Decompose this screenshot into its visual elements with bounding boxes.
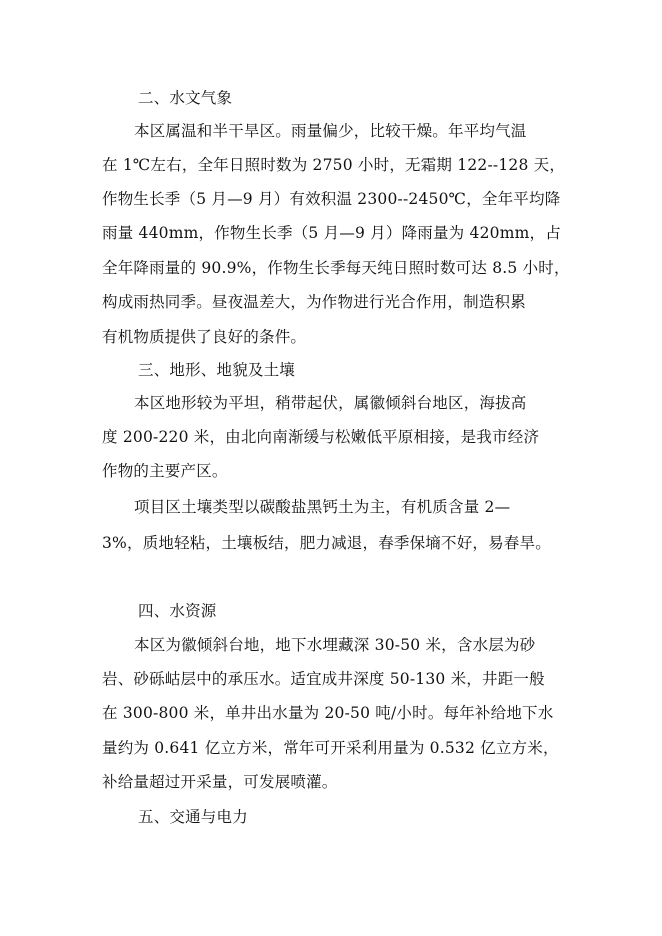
paragraph-line: 岩、砂砾岵层中的承压水。适宜成井深度 50-130 米，井距一般: [102, 670, 545, 688]
paragraph-line: 有机物质提供了良好的条件。: [102, 328, 307, 346]
section-heading-transport-power: 五、交通与电力: [138, 808, 248, 826]
paragraph-line: 项目区土壤类型以碳酸盐黑钙土为主，有机质含量 2—: [134, 498, 511, 516]
paragraph-line: 在 300-800 米，单井出水量为 20-50 吨/小时。每年补给地下水: [102, 704, 554, 722]
paragraph-line: 度 200-220 米，由北向南渐缓与松嫩低平原相接，是我市经济: [102, 428, 540, 446]
section-heading-terrain-soil: 三、地形、地貌及土壤: [138, 361, 296, 379]
paragraph-line: 补给量超过开采量，可发展喷灌。: [102, 773, 338, 791]
paragraph-line: 本区地形较为平坦，稍带起伏，属徽倾斜台地区，海拔高: [134, 394, 527, 412]
paragraph-line: 构成雨热同季。昼夜温差大，为作物进行光合作用，制造积累: [102, 293, 526, 311]
section-heading-water-resources: 四、水资源: [138, 602, 217, 620]
paragraph-line: 3%，质地轻粘，土壤板结，肥力减退，春季保墒不好，易春旱。: [102, 534, 551, 552]
paragraph-line: 作物生长季（5 月—9 月）有效积温 2300--2450℃，全年平均降: [102, 190, 561, 208]
section-heading-hydrology-climate: 二、水文气象: [138, 89, 233, 107]
paragraph-line: 本区属温和半干旱区。雨量偏少，比较干燥。年平均气温: [134, 122, 527, 140]
paragraph-line: 全年降雨量的 90.9%，作物生长季每天纯日照时数可达 8.5 小时，: [102, 259, 570, 277]
paragraph-line: 作物的主要产区。: [102, 462, 228, 480]
paragraph-line: 量约为 0.641 亿立方米，常年可开采利用量为 0.532 亿立方米，: [102, 739, 559, 757]
paragraph-line: 雨量 440mm，作物生长季（5 月—9 月）降雨量为 420mm，占: [102, 224, 561, 242]
paragraph-line: 在 1℃左右，全年日照时数为 2750 小时，无霜期 122--128 天，: [102, 156, 566, 174]
paragraph-line: 本区为徽倾斜台地，地下水埋藏深 30-50 米，含水层为砂: [134, 636, 536, 654]
